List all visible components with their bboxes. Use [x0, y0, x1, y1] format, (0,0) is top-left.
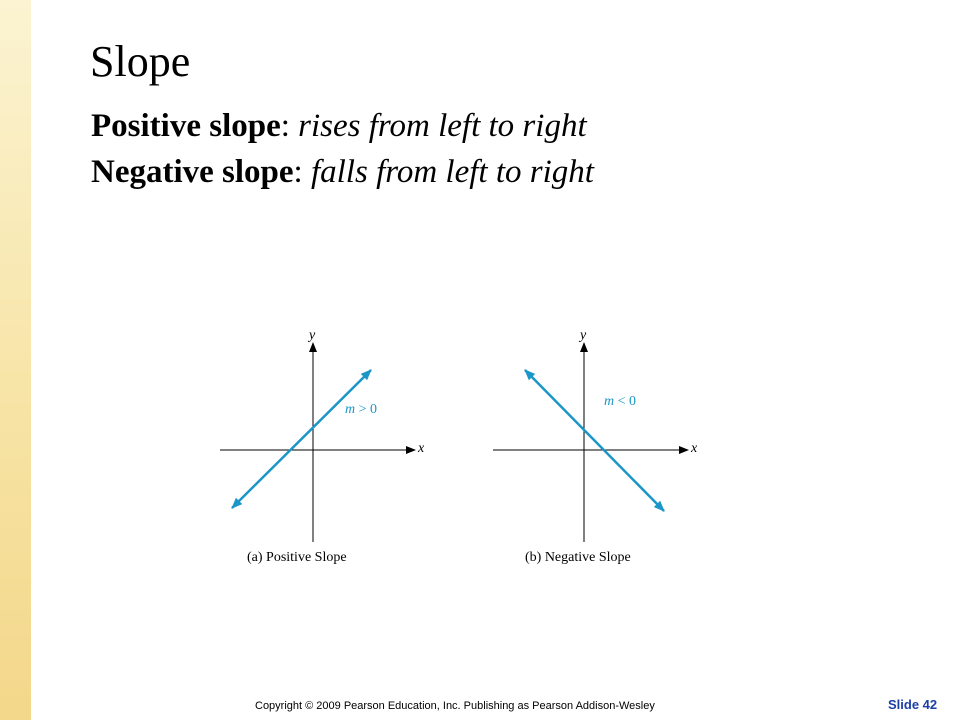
- slope-m: m: [604, 394, 615, 409]
- sidebar-decoration: [0, 0, 31, 720]
- slope-relation: > 0: [358, 402, 378, 417]
- positive-slope-term: Positive slope: [91, 108, 281, 144]
- copyright-footer: Copyright © 2009 Pearson Education, Inc. Publishing as Pearson Addison-Wesley: [255, 700, 655, 712]
- positive-slope-line-mark: [232, 370, 371, 508]
- x-axis-label: x: [691, 441, 698, 456]
- slide-title: Slope: [90, 37, 191, 86]
- negative-slope-sep: :: [293, 154, 311, 190]
- x-axis-label: x: [418, 441, 425, 456]
- negative-slope-term: Negative slope: [91, 154, 294, 190]
- slope-m: m: [345, 402, 356, 417]
- negative-slope-line-mark: [525, 370, 664, 511]
- slope-condition-label: [604, 394, 636, 410]
- slide-number: Slide 42: [888, 697, 938, 712]
- slope-relation: < 0: [617, 394, 637, 409]
- figure-caption: (b) Negative Slope: [525, 550, 631, 565]
- y-axis-label: y: [309, 328, 316, 343]
- figure-caption: (a) Positive Slope: [247, 550, 347, 565]
- positive-slope-line: [91, 107, 587, 147]
- positive-slope-graph: [205, 326, 445, 576]
- positive-slope-sep: :: [280, 108, 299, 144]
- positive-slope-desc: rises from left to right: [298, 108, 587, 144]
- negative-slope-line: [91, 153, 594, 193]
- negative-slope-desc: falls from left to right: [310, 154, 594, 190]
- positive-slope-svg: [205, 326, 445, 576]
- negative-slope-svg: [478, 326, 718, 576]
- negative-slope-graph: [478, 326, 718, 576]
- y-axis-label: y: [580, 328, 587, 343]
- slope-condition-label: [345, 402, 377, 418]
